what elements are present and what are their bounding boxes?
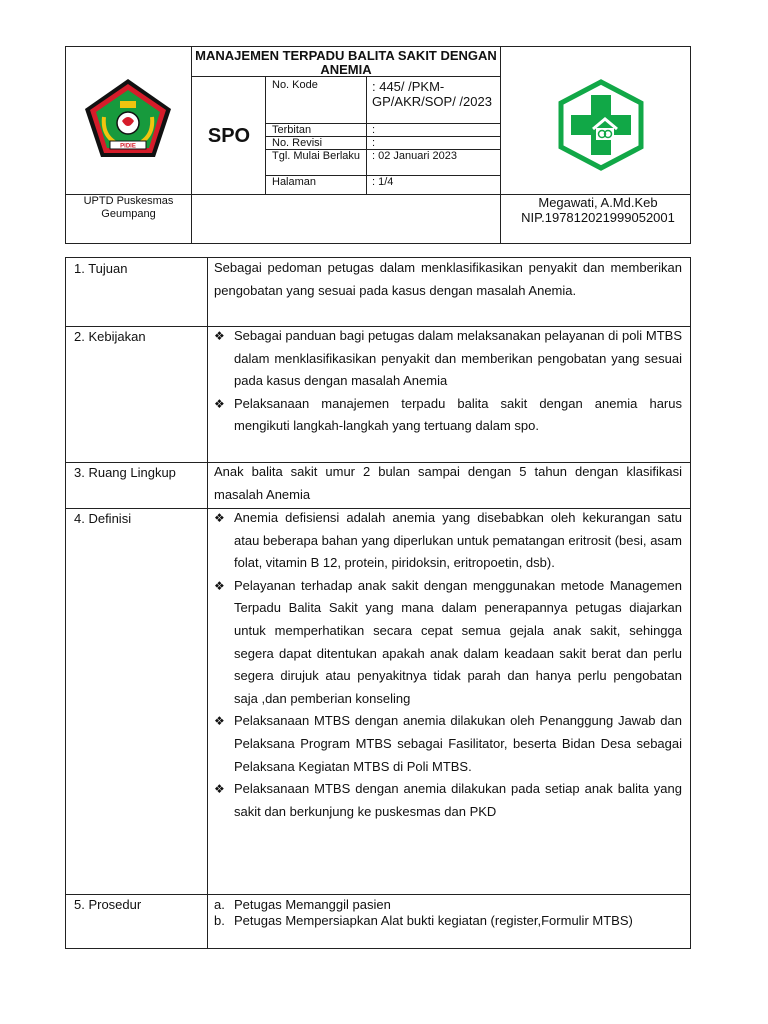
diamond-bullet-icon: ❖ xyxy=(214,511,225,525)
meta-label-halaman: Halaman xyxy=(272,176,317,188)
sop-title: MANAJEMEN TERPADU BALITA SAKIT DENGAN ANEMIA xyxy=(195,48,497,77)
list-item: ❖ Anemia defisiensi adalah anemia yang disebabkan oleh kekurangan satu atau beberapa bahan yang diperlukan untuk pematangan eritrosit (besi, asam folat, vitamin B 12, protein, piridoksin, eritropoetin, dsb). xyxy=(214,507,682,575)
diamond-bullet-icon: ❖ xyxy=(214,578,225,593)
signer-block xyxy=(507,195,689,225)
diamond-bullet-icon: ❖ xyxy=(214,329,225,343)
meta-label-kode: No. Kode xyxy=(272,79,318,91)
list-item: ❖ Pelaksanaan MTBS dengan anemia dilakukan pada setiap anak balita yang sakit dan berkunjung ke puskesmas dan PKD xyxy=(214,778,682,823)
sop-content-table xyxy=(65,257,691,949)
list-item: ❖ Sebagai panduan bagi petugas dalam melaksanakan pelayanan di poli MTBS dalam menklasifikasikan penyakit dan memberikan pengobatan yang sesuai pada kasus dengan masalah Anemia xyxy=(214,325,682,393)
procedure-step: a. Petugas Memanggil pasien xyxy=(214,897,391,912)
section-label-kebijakan: 2. Kebijakan xyxy=(74,329,146,344)
puskesmas-logo xyxy=(557,79,645,171)
meta-value-terbitan: : xyxy=(372,124,376,136)
row-divider xyxy=(66,894,690,895)
meta-value-kode: : 445/ /PKM-GP/AKR/SOP/ /2023 xyxy=(372,79,492,109)
divider xyxy=(500,47,501,244)
unit-name: UPTD Puskesmas Geumpang xyxy=(83,195,174,220)
sop-header xyxy=(65,46,691,244)
meta-label-revisi: No. Revisi xyxy=(272,137,323,149)
list-item: ❖ Pelayanan terhadap anak sakit dengan menggunakan metode Managemen Terpadu Balita Sakit yang mana dalam penerapannya petugas diajarkan untuk memperhatikan secara cepat semua gejala anak sakit, sehingga segera dapat ditentukan apakah anak dalam keadaan sakit berat dan perlu segera dirujuk atau penyakitnya tidak parah dan hanya perlu pengobatan saja ,dan pemberian konseling xyxy=(214,575,682,711)
column-divider xyxy=(207,258,208,948)
signer-nip: NIP.197812021999052001 xyxy=(521,210,675,225)
procedure-step: b. Petugas Mempersiapkan Alat bukti kegiatan (register,Formulir MTBS) xyxy=(214,913,633,928)
meta-label-terbitan: Terbitan xyxy=(272,124,312,136)
diamond-bullet-icon: ❖ xyxy=(214,714,225,729)
section-text-tujuan: Sebagai pedoman petugas dalam menklasifikasikan penyakit dan memberikan pengobatan yang sesuai pada kasus dengan masalah Anemia. xyxy=(214,260,682,298)
section-label-tujuan: 1. Tujuan xyxy=(74,261,128,276)
meta-value-halaman: : 1/4 xyxy=(372,176,394,188)
section-body-kebijakan xyxy=(214,325,682,438)
section-body-definisi xyxy=(214,507,682,823)
divider xyxy=(366,76,367,194)
section-label-ruang-lingkup: 3. Ruang Lingkup xyxy=(74,465,176,480)
signer-name: Megawati, A.Md.Keb xyxy=(538,195,658,210)
section-text-ruang-lingkup: Anak balita sakit umur 2 bulan sampai dengan 5 tahun dengan klasifikasi masalah Anemia xyxy=(214,464,682,502)
meta-value-tgl: : 02 Januari 2023 xyxy=(372,150,458,162)
meta-label-tgl: Tgl. Mulai Berlaku xyxy=(272,150,361,162)
list-item: ❖ Pelaksanaan MTBS dengan anemia dilakukan oleh Penanggung Jawab dan Pelaksana Program MTBS sebagai Fasilitator, beserta Bidan Desa sebagai Pelaksana Kegiatan MTBS di Poli MTBS. xyxy=(214,710,682,778)
diamond-bullet-icon: ❖ xyxy=(214,782,225,797)
section-body-prosedur xyxy=(214,897,682,929)
list-item: ❖ Pelaksanaan manajemen terpadu balita sakit dengan anemia harus mengikuti langkah-langkah yang tertuang dalam spo. xyxy=(214,393,682,438)
emblem-ribbon-text: PIDIE xyxy=(120,143,136,150)
meta-value-revisi: : xyxy=(372,137,376,149)
spo-label: SPO xyxy=(207,125,251,147)
regency-emblem-logo xyxy=(82,77,174,159)
section-label-definisi: 4. Definisi xyxy=(74,511,132,526)
section-label-prosedur: 5. Prosedur xyxy=(74,897,142,912)
diamond-bullet-icon: ❖ xyxy=(214,396,225,411)
